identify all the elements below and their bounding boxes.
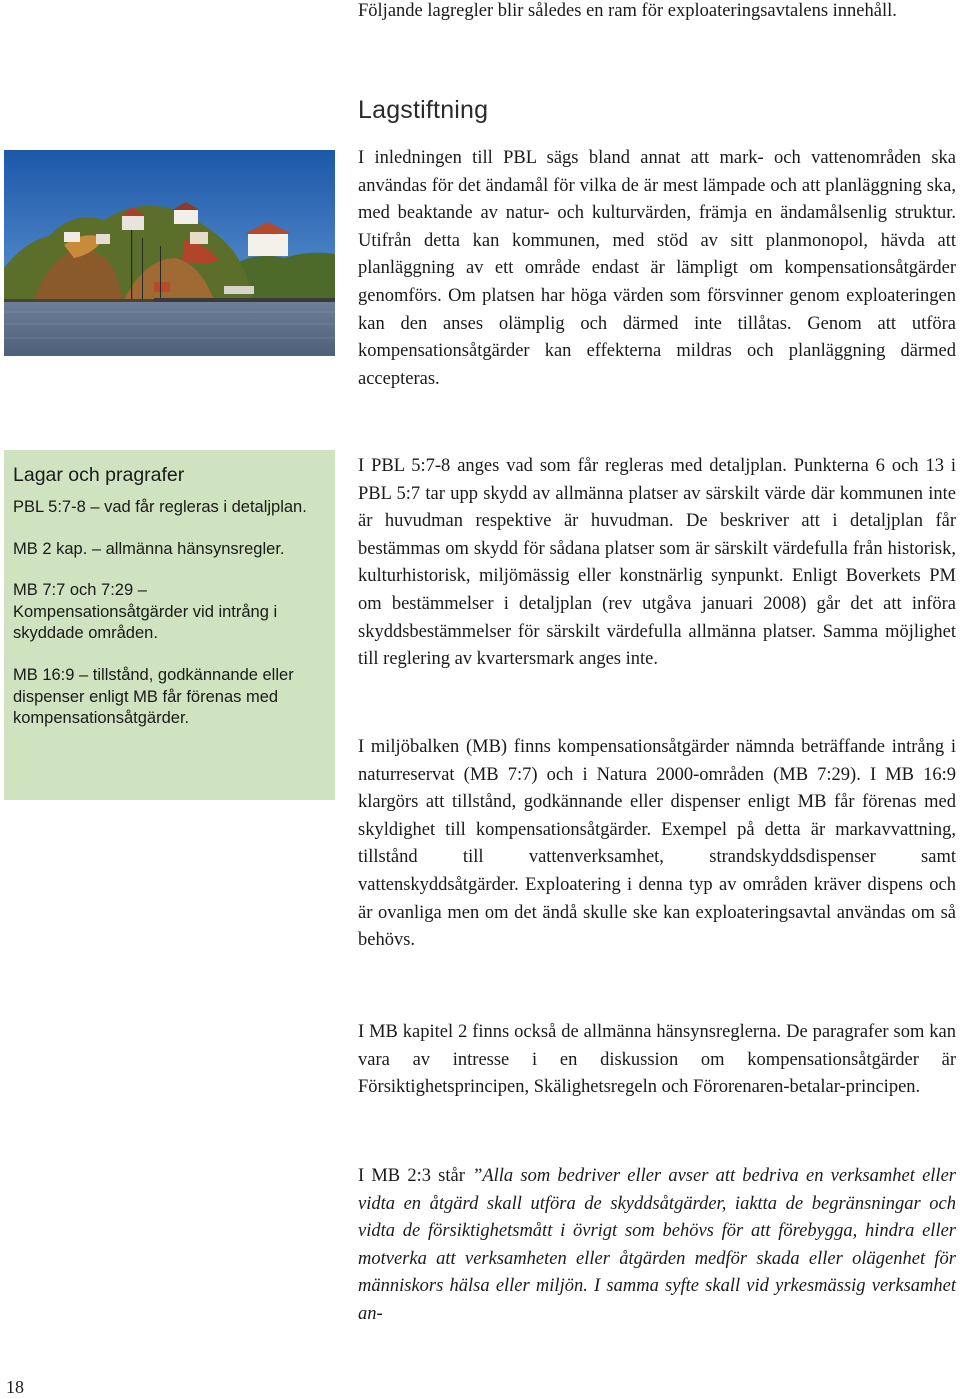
sidebar-title: Lagar och pragrafer	[13, 464, 185, 486]
harbor-photo	[4, 150, 335, 356]
sidebar-item: MB 16:9 – tillstånd, godkännande eller dispenser enligt MB får förenas med kompensationsåtgärder.	[13, 665, 294, 728]
sidebar-item: PBL 5:7-8 – vad får regleras i detaljplan.	[13, 498, 307, 516]
paragraph-mb-2-3	[358, 1163, 956, 1329]
sidebar-item: MB 7:7 och 7:29 – Kompensationsåtgärder vid intrång i skyddade områden.	[13, 581, 278, 643]
paragraph-mb-2-3-quote: ”Alla som bedriver eller avser att bedriva en verksamhet eller vidta en åtgärd skall utföra de skyddsåtgärder, iaktta de begränsningar och vidta de försiktighetsmått i övrigt som behövs för att förebygga, hindra eller motverka att verksamheten eller åtgärden medför skada eller olägenhet för människors hälsa eller miljön. I samma syfte skall vid yrkesmässig verksamhet an-	[358, 1166, 956, 1324]
paragraph-pbl: I PBL 5:7-8 anges vad som får regleras med detaljplan. Punkterna 6 och 13 i PBL 5:7 tar upp skydd av allmänna platser av särskilt värde där kommunen inte är huvudman respektive är huvudman. De beskriver att i detaljplan får bestämmas om skydd för sådana platser som är särskilt värdefulla från historisk, kulturhistorisk, miljömässig eller konstnärlig synpunkt. Enligt Boverkets PM om bestämmelser i detaljplan (rev utgåva januari 2008) går det att införa skyddsbestämmelser för särskilt värdefulla allmänna platser. Samma möjlighet till reglering av kvartersmark anges inte.	[358, 456, 956, 670]
sidebar-box	[4, 450, 335, 800]
paragraph-mb-2-3-prefix: I MB 2:3 står	[358, 1166, 473, 1186]
sidebar-item: MB 2 kap. – allmänna hänsynsregler.	[13, 539, 285, 558]
paragraph-lagstiftning: I inledningen till PBL sägs bland annat att mark- och vattenområden ska användas för det ändamål för vilka de är mest lämpade och att planläggning ska, med beaktande av natur- och kulturvärden, främja en ändamålsenlig struktur. Utifrån detta kan kommunen, med stöd av sitt planmonopol, hävda att planläggning av ett område endast är lämpligt om kompensationsåtgärder genomförs. Om platsen har höga värden som försvinner genom exploateringen kan den anses olämplig och därmed inte tillåtas. Genom att utföra kompensationsåtgärder kan effekterna mildras och planläggning därmed accepteras.	[358, 148, 956, 389]
page-number: 18	[6, 1377, 24, 1397]
intro-text: Följande lagregler blir således en ram för exploateringsavtalens innehåll.	[358, 1, 897, 21]
paragraph-miljobalken: I miljöbalken (MB) finns kompensationsåtgärder nämnda beträffande intrång i naturreservat (MB 7:7) och i Natura 2000-områden (MB 7:29). I MB 16:9 klargörs att tillstånd, godkännande eller dispenser enligt MB får förenas med skyldighet till kompensationsåtgärder. Exempel på detta är markavvattning, tillstånd till vattenverksamhet, strandskyddsdispenser samt vattenskyddsåtgärder. Exploatering i denna typ av områden kräver dispens och är ovanliga men om det ändå skulle ske kan exploateringsavtal användas om så behövs.	[358, 737, 956, 951]
section-heading: Lagstiftning	[358, 96, 489, 124]
paragraph-mb-kapitel-2: I MB kapitel 2 finns också de allmänna hänsynsreglerna. De paragrafer som kan vara av intresse i en diskussion om kompensationsåtgärder är Försiktighetsprincipen, Skälighetsregeln och Förorenaren-betalar-principen.	[358, 1022, 956, 1098]
